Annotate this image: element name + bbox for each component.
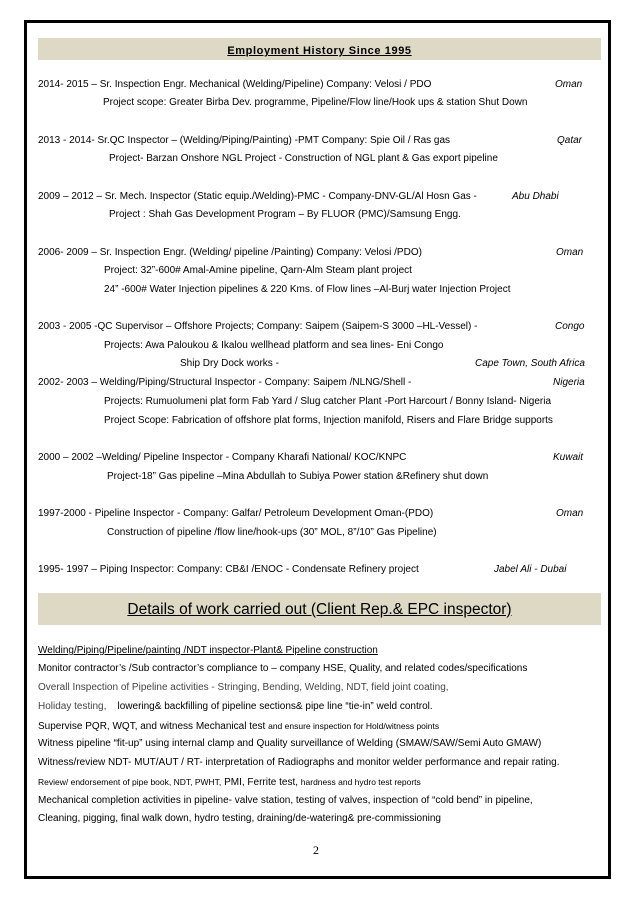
work-line-1: Monitor contractor’s /Sub contractor’s compliance to – company HSE, Quality, and related codes/specifications: [38, 663, 528, 674]
page-number: 2: [313, 843, 319, 857]
job-3-detail-1: Project : Shah Gas Development Program – By FLUOR (PMC)/Samsung Engg.: [109, 209, 461, 220]
work-line-2: Overall Inspection of Pipeline activities - Stringing, Bending, Welding, NDT, field joint coating,: [38, 682, 449, 693]
work-line-3-part-1: Holiday testing,: [38, 701, 107, 712]
job-6-location: Nigeria: [553, 377, 585, 388]
job-6-title: 2002- 2003 – Welding/Piping/Structural Inspector - Company: Saipem /NLNG/Shell -: [38, 377, 412, 388]
job-4-detail-1: Project: 32”-600# Amal-Amine pipeline, Qarn-Alm Steam plant project: [104, 265, 412, 276]
job-4-detail-2: 24” -600# Water Injection pipelines & 220 Kms. of Flow lines –Al-Burj water Injection Project: [104, 284, 511, 295]
job-1-detail-1: Project scope: Greater Birba Dev. programme, Pipeline/Flow line/Hook ups & station Shut Down: [103, 97, 528, 108]
work-line-4-part-2: and ensure inspection for Hold/witness points: [268, 721, 440, 731]
work-heading-bar: [38, 593, 601, 625]
job-5-title: 2003 - 2005 -QC Supervisor – Offshore Projects; Company: Saipem (Saipem-S 3000 –HL-Vessel) -: [38, 321, 478, 332]
work-subheading: Welding/Piping/Pipeline/painting /NDT inspector-Plant& Pipeline construction: [38, 645, 378, 656]
job-6-detail-2: Project Scope: Fabrication of offshore plat forms, Injection manifold, Risers and Flare Bridge supports: [104, 415, 553, 426]
work-line-8: Mechanical completion activities in pipeline- valve station, testing of valves, inspection of “cold bend” in pipeline,: [38, 795, 533, 806]
work-line-7: [38, 776, 421, 789]
work-line-7-part-3: hardness and hydro test reports: [300, 777, 421, 787]
job-4-title: 2006- 2009 – Sr. Inspection Engr. (Welding/ pipeline /Painting) Company: Velosi /PDO): [38, 247, 422, 258]
job-7-location: Kuwait: [553, 452, 584, 463]
job-3-title: 2009 – 2012 – Sr. Mech. Inspector (Static equip./Welding)-PMC - Company-DNV-GL/Al Hosn Gas -: [38, 191, 477, 202]
work-line-7-part-1: Review/ endorsement of pipe book, NDT, PWHT,: [38, 777, 222, 787]
job-8-title: 1997-2000 - Pipeline Inspector - Company: Galfar/ Petroleum Development Oman-(PDO): [38, 508, 434, 519]
work-line-9: Cleaning, pigging, final walk down, hydro testing, draining/de-watering& pre-commissioning: [38, 813, 441, 824]
job-1-title: 2014- 2015 – Sr. Inspection Engr. Mechanical (Welding/Pipeline) Company: Velosi / PDO: [38, 79, 432, 90]
work-line-3: [38, 701, 433, 713]
page-border: [24, 20, 611, 879]
job-9-title: 1995- 1997 – Piping Inspector: Company: CB&I /ENOC - Condensate Refinery project: [38, 564, 419, 575]
job-7-title: 2000 – 2002 –Welding/ Pipeline Inspector - Company Kharafi National/ KOC/KNPC: [38, 452, 407, 463]
job-5-location: Congo: [555, 321, 585, 332]
job-7-detail-1: Project-18” Gas pipeline –Mina Abdullah to Subiya Power station &Refinery shut down: [107, 471, 489, 482]
job-1-location: Oman: [555, 79, 583, 90]
job-5-detail-2: Ship Dry Dock works -: [180, 358, 279, 369]
job-5-detail-location: Cape Town, South Africa: [475, 358, 585, 369]
work-line-4-part-1: Supervise PQR, WQT, and witness Mechanical test: [38, 721, 266, 732]
job-2-title: 2013 - 2014- Sr.QC Inspector – (Welding/Piping/Painting) -PMT Company: Spie Oil / Ras gas: [38, 135, 451, 146]
job-3-location: Abu Dhabi: [512, 191, 559, 202]
job-8-detail-1: Construction of pipeline /flow line/hook-ups (30” MOL, 8”/10” Gas Pipeline): [107, 527, 437, 538]
work-line-4: [38, 720, 439, 733]
work-heading: Details of work carried out (Client Rep.& EPC inspector): [127, 601, 512, 618]
job-5-detail-1: Projects: Awa Paloukou & Ikalou wellhead platform and sea lines- Eni Congo: [104, 340, 444, 351]
work-line-3-part-2: lowering& backfilling of pipeline sections& pipe line “tie-in” weld control.: [117, 701, 433, 712]
job-8-location: Oman: [556, 508, 584, 519]
work-line-5: Witness pipeline “fit-up” using internal clamp and Quality surveillance of Welding (SMAW/SAW/Semi Auto GMAW): [38, 738, 542, 749]
employment-heading: Employment History Since 1995: [227, 45, 412, 57]
job-2-detail-1: Project- Barzan Onshore NGL Project - Construction of NGL plant & Gas export pipeline: [109, 153, 498, 164]
job-4-location: Oman: [556, 247, 584, 258]
employment-heading-bar: [38, 38, 601, 60]
job-2-location: Qatar: [557, 135, 583, 146]
work-line-7-part-2: PMI, Ferrite test,: [224, 777, 298, 788]
work-line-6: Witness/review NDT- MUT/AUT / RT- interpretation of Radiographs and monitor welder performance and repair rating.: [38, 757, 560, 768]
job-9-location: Jabel Ali - Dubai: [494, 564, 567, 575]
job-6-detail-1: Projects: Rumuolumeni plat form Fab Yard / Slug catcher Plant -Port Harcourt / Bonny Island- Nigeria: [104, 396, 552, 407]
